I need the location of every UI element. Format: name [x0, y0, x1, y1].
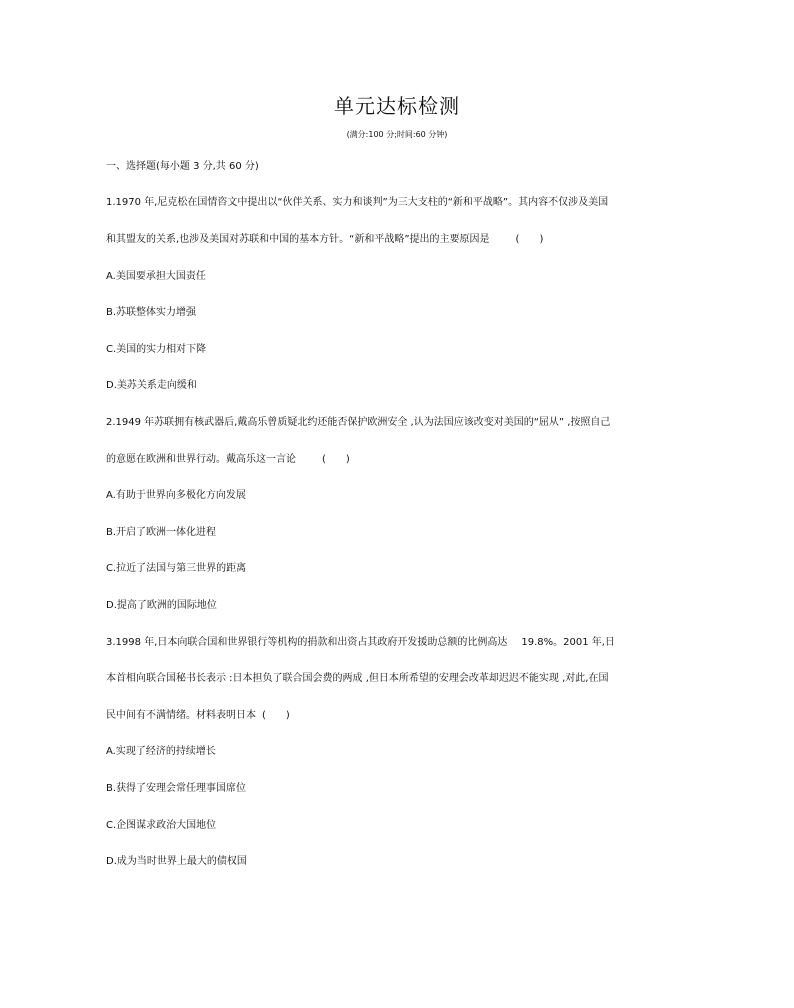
answer-blank: ( )	[515, 234, 544, 245]
question-1-option-c: C.美国的实力相对下降	[106, 344, 207, 355]
question-3-option-b: B.获得了安理会常任理事国席位	[106, 783, 247, 794]
question-2-stem-line-2	[106, 453, 350, 467]
question-3-option-c: C.企图谋求政治大国地位	[106, 820, 217, 831]
question-2-option-c: C.拉近了法国与第三世界的距离	[106, 563, 247, 574]
question-3-stem-line-2: 本首相向联合国秘书长表示 :日本担负了联合国会费的两成 ,但日本所希望的安理会改革却迟迟不能实现 ,对此,在国	[106, 673, 609, 684]
question-1-option-b: B.苏联整体实力增强	[106, 307, 197, 318]
question-2-option-b: B.开启了欧洲一体化进程	[106, 527, 217, 538]
section-heading: 一、选择题(每小题 3 分,共 60 分)	[106, 161, 259, 172]
question-3-stem-line-1	[106, 636, 615, 650]
question-1-option-a: A.美国要承担大国责任	[106, 271, 206, 282]
question-1-stem-line-2	[106, 233, 543, 247]
page-subtitle: (满分:100 分;时间:60 分钟)	[346, 130, 448, 139]
question-1-option-d: D.美苏关系走向缓和	[106, 380, 197, 391]
answer-blank: ( )	[262, 710, 290, 721]
question-3-option-a: A.实现了经济的持续增长	[106, 746, 216, 757]
question-3-stem-tail: 19.8%。2001 年,日	[521, 637, 615, 648]
question-1-stem-text: 和其盟友的关系,也涉及美国对苏联和中国的基本方针。“新和平战略”提出的主要原因是	[106, 234, 490, 245]
question-3-stem-text: 3.1998 年,日本向联合国和世界银行等机构的捐款和出资占其政府开发援助总额的比例高达	[106, 637, 508, 648]
question-2-option-a: A.有助于世界向多极化方向发展	[106, 490, 246, 501]
question-2-stem-line-1: 2.1949 年苏联拥有核武器后,戴高乐曾质疑北约还能否保护欧洲安全 ,认为法国应该改变对美国的“屈从” ,按照自己	[106, 417, 611, 428]
answer-blank: ( )	[322, 454, 350, 465]
question-2-option-d: D.提高了欧洲的国际地位	[106, 600, 217, 611]
question-3-stem-text: 民中间有不满情绪。材料表明日本	[106, 710, 256, 721]
page-title: 单元达标检测	[334, 94, 460, 118]
question-3-option-d: D.成为当时世界上最大的债权国	[106, 856, 247, 867]
question-2-stem-text: 的意愿在欧洲和世界行动。戴高乐这一言论	[106, 454, 296, 465]
question-3-stem-line-3	[106, 709, 290, 723]
question-1-stem-line-1: 1.1970 年,尼克松在国情咨文中提出以“伙伴关系、实力和谈判”为三大支柱的“新和平战略”。其内容不仅涉及美国	[106, 197, 609, 208]
